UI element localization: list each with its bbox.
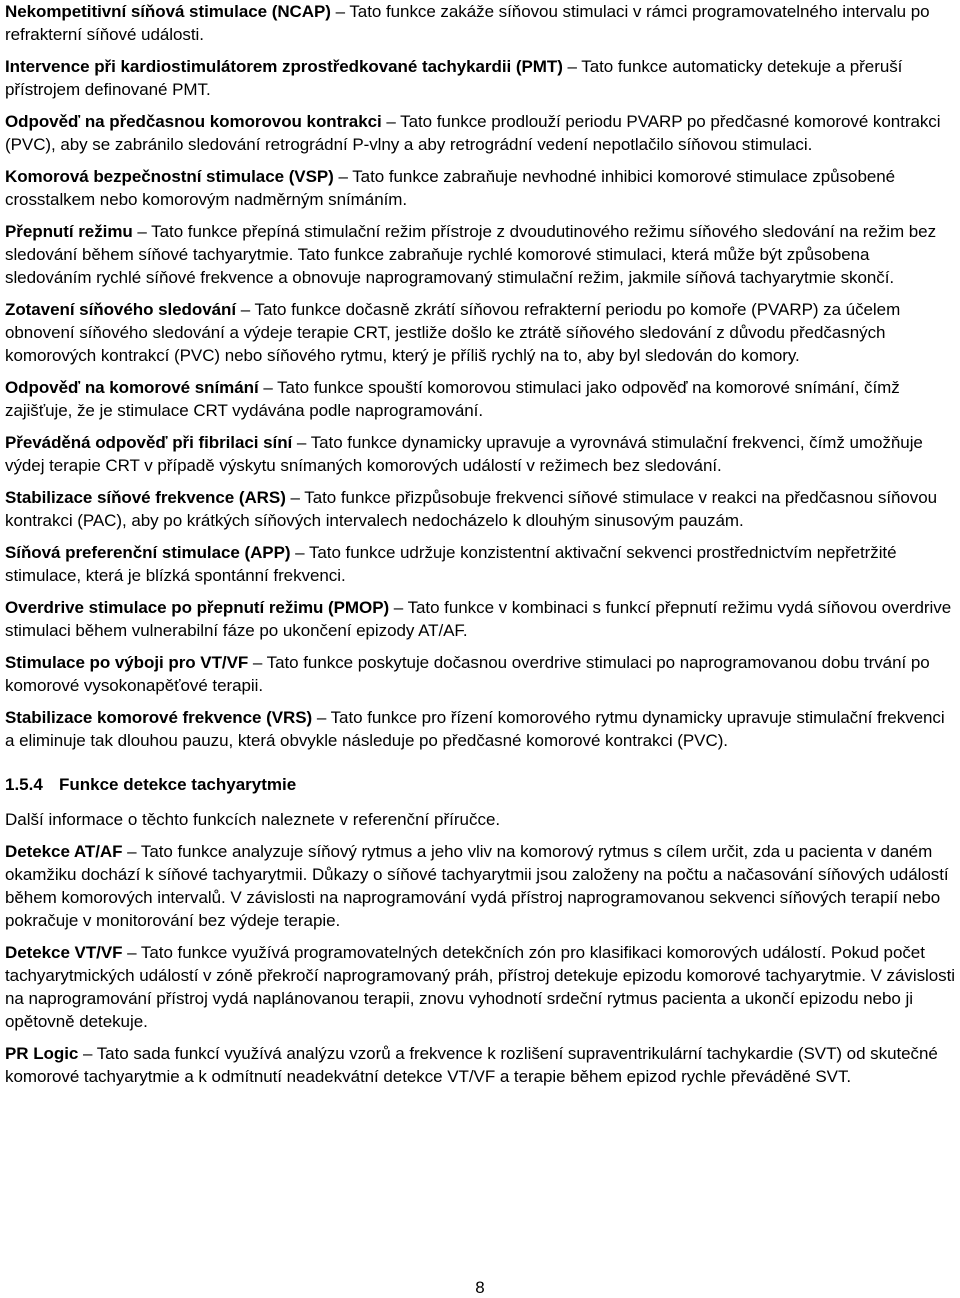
feature-entry-atr <box>5 298 957 367</box>
entry-term: Stabilizace komorové frekvence (VRS) <box>5 708 313 727</box>
entry-term: PR Logic <box>5 1044 79 1063</box>
feature-entry-vt-vf-detection <box>5 941 957 1033</box>
feature-entry-af-response <box>5 431 957 477</box>
entry-dash: – <box>122 943 141 962</box>
feature-entry-app <box>5 541 957 587</box>
feature-entry-vsp <box>5 165 957 211</box>
entry-term: Odpověď na komorové snímání <box>5 378 259 397</box>
entry-term: Přepnutí režimu <box>5 222 133 241</box>
feature-entry-post-shock <box>5 651 957 697</box>
entry-text: Tato funkce využívá programovatelných detekčních zón pro klasifikaci komorových událostí. Pokud počet tachyarytmických událostí v zóně překročí naprogramovaný práh, přístroj detekuje epizodu komorové tachyarytmie. V závislosti na naprogramování přístroj vydá naplánovanou terapii, znovu vyhodnotí srdeční rytmus pacienta a ukončí epizodu nebo ji opětovně detekuje. <box>5 943 956 1031</box>
entry-dash: – <box>236 300 255 319</box>
entry-text: Tato funkce prodlouží periodu PVARP po předčasné komorové kontrakci (PVC), aby se zabránilo sledování retrográdní P-vlny a aby retrográdní vedení nepotlačilo síňovou stimulaci. <box>5 112 941 154</box>
entry-text: Tato funkce zabraňuje nevhodné inhibici komorové stimulace způsobené crosstalkem nebo komorovým nadměrným snímáním. <box>5 167 896 209</box>
entry-text: Tato funkce v kombinaci s funkcí přepnutí režimu vydá síňovou overdrive stimulaci během vulnerabilní fáze po ukončení epizody AT/AF. <box>5 598 952 640</box>
entry-dash: – <box>562 57 582 76</box>
entry-text: Tato funkce poskytuje dočasnou overdrive stimulaci po naprogramovanou dobu trvání po komorové vysokonapěťové terapii. <box>5 653 930 695</box>
entry-dash: – <box>78 1044 97 1063</box>
section-intro: Další informace o těchto funkcích naleznete v referenční příručce. <box>5 810 501 829</box>
feature-entry-pr-logic <box>5 1042 957 1088</box>
entry-text: Tato sada funkcí využívá analýzu vzorů a frekvence k rozlišení supraventrikulární tachykardie (SVT) od skutečné komorové tachyarytmie a k odmítnutí neadekvátní detekce VT/VF a terapie během epizod rychle převáděné SVT. <box>5 1044 938 1086</box>
entry-term: Detekce AT/AF <box>5 842 123 861</box>
section-number: 1.5.4 <box>5 775 43 794</box>
entry-text: Tato funkce analyzuje síňový rytmus a jeho vliv na komorový rytmus s cílem určit, zda u pacienta v daném okamžiku dochází k síňové tachyarytmii. Důkazy o síňové tachyarytmii jsou založeny na počtu a načasování síňových událostí během komorových intervalů. V závislosti na naprogramování vydá přístroj naprogramovanou sekvenci síňových terapií nebo pokračuje v monitorování bez výdeje terapie. <box>5 842 949 930</box>
entry-text: Tato funkce udržuje konzistentní aktivační sekvenci prostřednictvím nepřetržité stimulace, která je blízká spontánní frekvenci. <box>5 543 897 585</box>
entry-text: Tato funkce automaticky detekuje a přeruší přístrojem definované PMT. <box>5 57 903 99</box>
section-title: Funkce detekce tachyarytmie <box>59 775 297 794</box>
entry-text: Tato funkce dočasně zkrátí síňovou refrakterní periodu po komoře (PVARP) za účelem obnovení síňového sledování a výdeje terapie CRT, jestliže došlo ke ztrátě síňového sledování z důvodu předčasných komorových kontrakcí (PVC) nebo síňového rytmu, který je příliš rychlý na to, aby byl sledován do komory. <box>5 300 901 365</box>
document-page <box>5 0 957 1097</box>
entry-text: Tato funkce pro řízení komorového rytmu dynamicky upravuje stimulační frekvenci a eliminuje tak dlouhou pauzu, která obvykle následuje po předčasné komorové kontrakci (PVC). <box>5 708 945 750</box>
entry-dash: – <box>132 222 152 241</box>
feature-entry-pmt <box>5 55 957 101</box>
entry-term: Zotavení síňového sledování <box>5 300 237 319</box>
feature-entry-pmop <box>5 596 957 642</box>
entry-term: Nekompetitivní síňová stimulace (NCAP) <box>5 2 331 21</box>
entry-dash: – <box>285 488 305 507</box>
entry-term: Stabilizace síňové frekvence (ARS) <box>5 488 286 507</box>
entry-dash: – <box>333 167 353 186</box>
entry-dash: – <box>330 2 350 21</box>
entry-term: Stimulace po výboji pro VT/VF <box>5 653 249 672</box>
entry-dash: – <box>258 378 278 397</box>
entry-dash: – <box>389 598 408 617</box>
entry-term: Převáděná odpověď při fibrilaci síní <box>5 433 293 452</box>
entry-term: Síňová preferenční stimulace (APP) <box>5 543 291 562</box>
entry-text: Tato funkce dynamicky upravuje a vyrovnává stimulační frekvenci, čímž umožňuje výdej terapie CRT v případě výskytu snímaných komorových událostí v režimech bez sledování. <box>5 433 923 475</box>
feature-list-part2 <box>5 840 957 1088</box>
feature-list-part1 <box>5 0 957 752</box>
page-number: 8 <box>475 1278 485 1297</box>
entry-dash: – <box>381 112 401 131</box>
feature-entry-ncap <box>5 0 957 46</box>
entry-text: Tato funkce přizpůsobuje frekvenci síňové stimulace v reakci na předčasnou síňovou kontrakci (PAC), aby po krátkých síňových intervalech nedocházelo k dlouhým sinusovým pauzám. <box>5 488 938 530</box>
feature-entry-vsr <box>5 376 957 422</box>
feature-entry-vrs <box>5 706 957 752</box>
entry-term: Odpověď na předčasnou komorovou kontrakci <box>5 112 382 131</box>
section-heading <box>5 773 957 796</box>
entry-text: Tato funkce zakáže síňovou stimulaci v rámci programovatelného intervalu po refrakterní síňové události. <box>5 2 930 44</box>
entry-dash: – <box>122 842 141 861</box>
entry-term: Overdrive stimulace po přepnutí režimu (PMOP) <box>5 598 390 617</box>
entry-term: Intervence při kardiostimulátorem zprostředkované tachykardii (PMT) <box>5 57 563 76</box>
entry-text: Tato funkce přepíná stimulační režim přístroje z dvoudutinového režimu síňového sledování na režim bez sledování během síňové tachyarytmie. Tato funkce zabraňuje rychlé komorové stimulaci, která může být způsobena sledováním rychlé síňové frekvence a obnovuje naprogramovaný stimulační režim, jakmile síňová tachyarytmie skončí. <box>5 222 937 287</box>
entry-term: Komorová bezpečnostní stimulace (VSP) <box>5 167 334 186</box>
entry-dash: – <box>312 708 331 727</box>
feature-entry-ars <box>5 486 957 532</box>
entry-dash: – <box>290 543 309 562</box>
feature-entry-mode-switch <box>5 220 957 289</box>
entry-text: Tato funkce spouští komorovou stimulaci jako odpověď na komorové snímání, čímž zajišťuje, že je stimulace CRT vydávána podle naprogramování. <box>5 378 900 420</box>
entry-term: Detekce VT/VF <box>5 943 123 962</box>
entry-dash: – <box>248 653 267 672</box>
feature-entry-at-af-detection <box>5 840 957 932</box>
feature-entry-pvc-response <box>5 110 957 156</box>
entry-dash: – <box>292 433 311 452</box>
